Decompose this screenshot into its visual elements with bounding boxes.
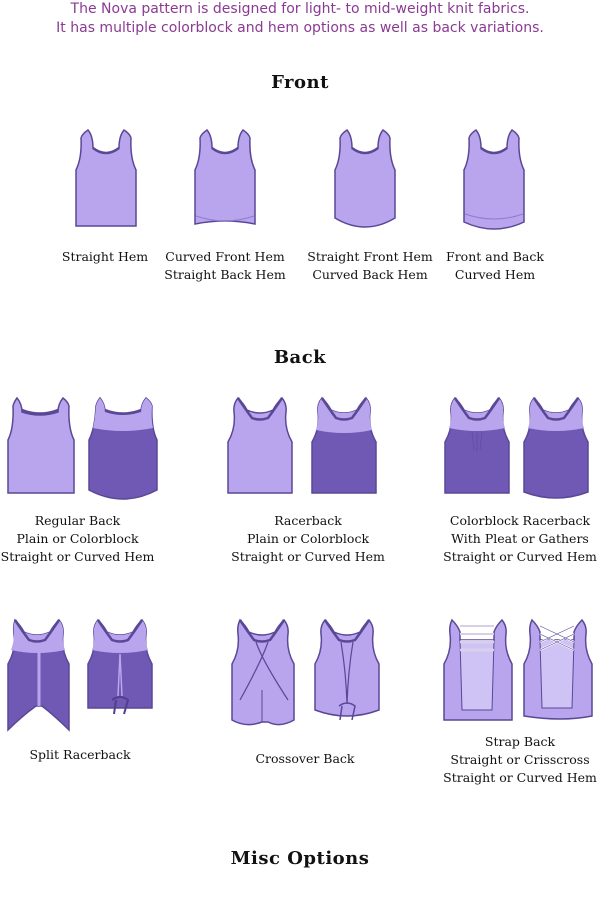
caption-front-3: Straight Front Hem Curved Back Hem	[307, 249, 433, 282]
intro-line-1: The Nova pattern is designed for light- to mid-weight knit fabrics.	[70, 1, 530, 17]
caption-front-1: Straight Hem	[61, 249, 149, 264]
intro-line-2: It has multiple colorblock and hem options as well as back variations.	[56, 20, 544, 36]
caption-back-5: Crossover Back	[255, 751, 355, 766]
caption-front-2: Curved Front Hem Straight Back Hem	[164, 249, 286, 282]
section-heading-back: Back	[273, 347, 327, 368]
caption-back-3: Colorblock Racerback With Pleat or Gathers Straight or Curved Hem	[443, 513, 597, 564]
caption-back-6: Strap Back Straight or Crisscross Straight or Curved Hem	[443, 734, 597, 785]
caption-front-4: Front and Back Curved Hem	[446, 249, 544, 282]
caption-back-2: Racerback Plain or Colorblock Straight or Curved Hem	[231, 513, 385, 564]
caption-back-4: Split Racerback	[29, 747, 131, 762]
section-heading-front: Front	[271, 72, 329, 93]
caption-back-1: Regular Back Plain or Colorblock Straight or Curved Hem	[0, 513, 155, 564]
section-heading-misc: Misc Options	[230, 848, 370, 869]
